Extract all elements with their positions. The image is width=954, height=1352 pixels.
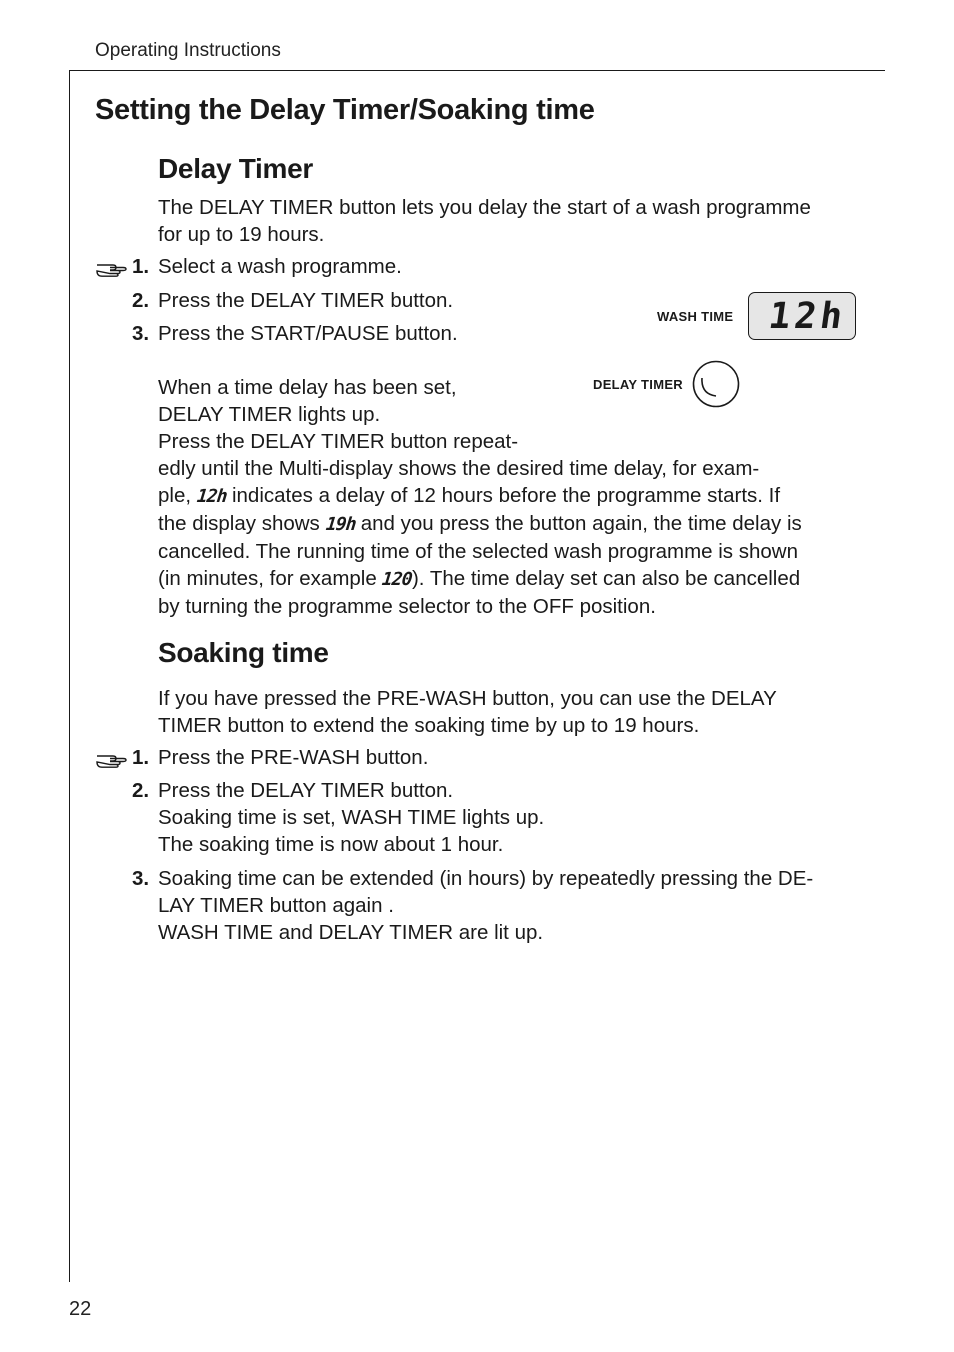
delay-intro-line: for up to 19 hours. [158,223,325,246]
body-text: (in minutes, for example [158,567,383,590]
step-number: 1. [132,746,150,769]
delay-timer-label: DELAY TIMER [593,377,683,392]
body-line [158,510,858,538]
body-line: by turning the programme selector to the OFF position. [158,595,656,618]
delay-body [158,374,858,620]
segment-19h: 19h [324,514,357,535]
body-line: cancelled. The running time of the selected wash programme is shown [158,540,799,563]
body-line [158,482,858,510]
body-text: indicates a delay of 12 hours before the programme starts. If [226,484,781,507]
step-text: LAY TIMER button again . [158,894,394,917]
delay-intro-line: The DELAY TIMER button lets you delay the start of a wash programme [158,196,811,219]
soak-intro-line: TIMER button to extend the soaking time by up to 19 hours. [158,714,700,737]
step-text: Press the DELAY TIMER button. [158,779,454,802]
display-value: 12h [766,296,849,337]
delay-step-1 [132,253,402,280]
step-text: Select a wash programme. [158,255,402,278]
body-text: ple, [158,484,197,507]
segment-120: 120 [381,569,414,590]
body-line: edly until the Multi-display shows the desired time delay, for exam- [158,457,760,480]
multi-display [748,292,856,340]
page-number: 22 [69,1298,92,1320]
soak-intro [158,685,858,739]
body-line: Press the DELAY TIMER button repeat- [158,430,519,453]
step-text: Press the PRE-WASH button. [158,746,429,769]
segment-12h: 12h [195,486,228,507]
step-text: Press the START/PAUSE button. [158,322,458,345]
wash-time-label: WASH TIME [657,309,734,324]
step-text: The soaking time is now about 1 hour. [158,833,504,856]
pointing-hand-icon [96,750,128,768]
step-text: Press the DELAY TIMER button. [158,289,454,312]
soaking-time-heading: Soaking time [158,637,329,668]
soak-step-1 [132,744,429,771]
body-line [158,565,858,593]
soak-step-3 [132,865,814,946]
header-rule [69,70,885,71]
delay-step-3 [132,320,458,347]
body-text: ). The time delay set can also be cancelled [411,567,801,590]
step-number: 3. [132,867,150,890]
running-title: Operating Instructions [95,40,281,61]
step-number: 2. [132,779,150,802]
step-number: 3. [132,322,150,345]
delay-step-2 [132,287,454,314]
margin-rule [69,70,70,1282]
step-text: WASH TIME and DELAY TIMER are lit up. [158,921,544,944]
body-text: the display shows [158,512,326,535]
step-number: 1. [132,255,150,278]
page-title: Setting the Delay Timer/Soaking time [95,94,595,126]
delay-intro [158,194,858,248]
pointing-hand-icon [96,259,128,277]
step-text: Soaking time is set, WASH TIME lights up. [158,806,545,829]
body-line: When a time delay has been set, [158,376,457,399]
body-line: DELAY TIMER lights up. [158,403,381,426]
step-text: Soaking time can be extended (in hours) by repeatedly pressing the DE- [158,867,814,890]
delay-timer-heading: Delay Timer [158,153,313,184]
soak-step-2 [132,777,545,858]
body-text: and you press the button again, the time delay is [355,512,802,535]
step-number: 2. [132,289,150,312]
soak-intro-line: If you have pressed the PRE-WASH button, you can use the DELAY [158,687,777,710]
